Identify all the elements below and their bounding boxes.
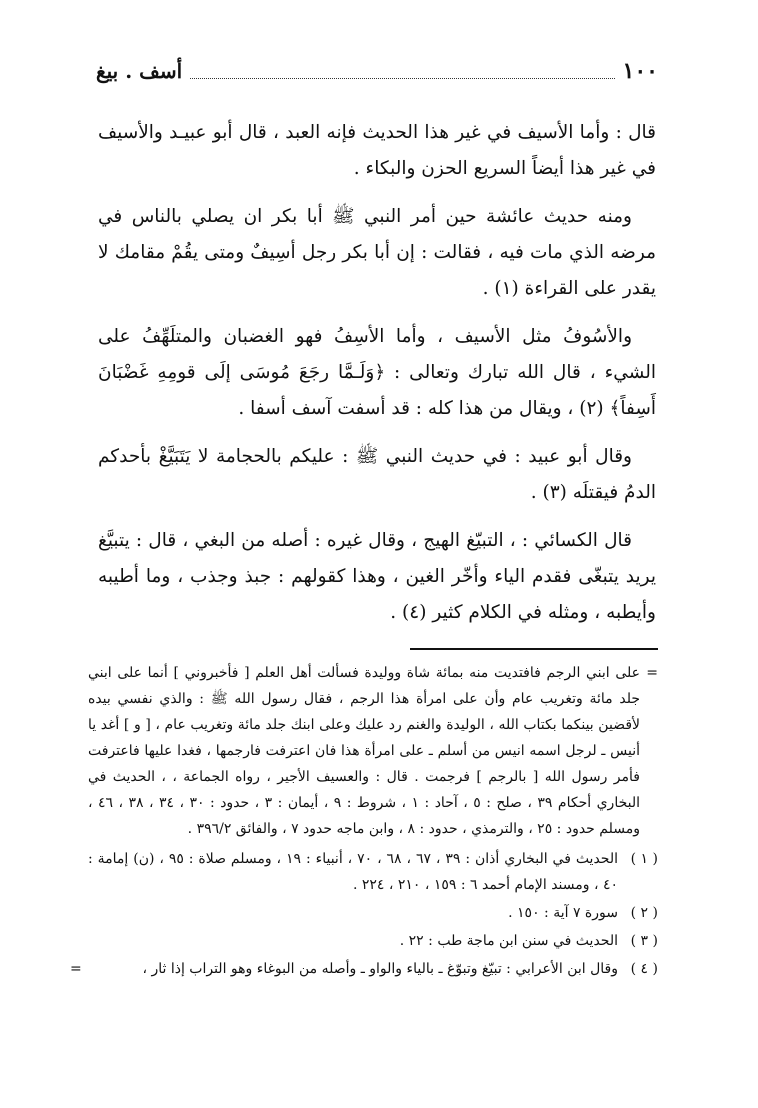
running-title: أسف . بيغ xyxy=(96,59,183,83)
paragraph: ومنه حديث عائشة حين أمر النبي ﷺ أبا بكر ان يصلي بالناس في مرضه الذي مات فيه ، فقالت : إن أبا بكر رجل أسِيفٌ ومتى يقُمْ مقامك لا يقدر على القراءة (١) . xyxy=(98,206,656,299)
paragraph: وقال أبو عبيد : في حديث النبي ﷺ : عليكم بالحجامة لا يَتَبَيَّغْ بأحدكم الدمُ فيقتلَه (٣) . xyxy=(98,446,656,503)
footnote-continuation xyxy=(88,660,658,842)
continuation-mark: = xyxy=(646,665,658,681)
footnote-number: ( ٢ ) xyxy=(630,905,658,921)
footnote-number: ( ٣ ) xyxy=(630,933,658,949)
footnote-divider xyxy=(410,648,658,650)
footnote-text: الحديث في سنن ابن ماجة طب : ٢٢ . xyxy=(399,933,618,949)
header-dotted-rule xyxy=(190,64,614,79)
footnote-number: ( ٤ ) xyxy=(630,961,658,977)
footnote-4 xyxy=(70,956,658,982)
paragraph: قال الكسائي : ، التبيّغ الهيج ، وقال غيره : أصله من البغي ، قال : يتبيَّغ يريد يتبغّى فقدم الياء وأخّر الغين ، وهذا كقولهم : جبذ وجذب ، وما أطيبه وأيطبه ، ومثله في الكلام كثير (٤) . xyxy=(98,530,656,623)
footnote-text: وقال ابن الأعرابي : تبيّغ وتبوّغ ـ بالياء والواو ـ وأصله من البوغاء وهو التراب إذا ثار ، xyxy=(142,961,618,977)
end-continuation-mark: = xyxy=(70,961,82,977)
footnote-2 xyxy=(88,900,658,926)
paragraph: قال : وأما الأسيف في غير هذا الحديث فإنه العبد ، قال أبو عبيـد والأسيف في غير هذا أيضاً السريع الحزن والبكاء . xyxy=(98,122,656,179)
running-head xyxy=(96,56,658,86)
footnote-number: ( ١ ) xyxy=(630,851,658,867)
paragraph: والأسُوفُ مثل الأسيف ، وأما الأسِفُ فهو الغضبان والمتلَهِّفُ على الشيء ، قال الله تبارك وتعالى : ﴿وَلَـمَّا رجَعَ مُوسَى إلَى قومِهِ غَضْبَانَ أَسِفاً﴾ (٢) ، ويقال من هذا كله : قد أسفت آسف أسفا . xyxy=(98,326,656,419)
footnote-3 xyxy=(88,928,658,954)
footnote-text: سورة ٧ آية : ١٥٠ . xyxy=(508,905,618,921)
main-text xyxy=(98,115,656,643)
page-number: ١٠٠ xyxy=(622,58,658,84)
footnote-text: الحديث في البخاري أذان : ٣٩ ، ٦٧ ، ٦٨ ، ٧٠ ، أنبياء : ١٩ ، ومسلم صلاة : ٩٥ ، (ن) إمامة : ٤٠ ، ومسند الإمام أحمد ٦ : ١٥٩ ، ٢١٠ ، ٢٢٤ . xyxy=(88,851,618,893)
footnotes xyxy=(70,660,658,984)
footnote-1 xyxy=(88,846,658,898)
footnote-continuation-text: على ابني الرجم فافتديت منه بمائة شاة ووليدة فسألت أهل العلم [ فأخبروني ] أنما على ابني جلد مائة وتغريب عام وأن على امرأة هذا الرجم ، فقال رسول الله ﷺ : والذي نفسي بيده لأقضين بينكما بكتاب الله ، الوليدة والغنم رد عليك وعلى ابنك جلد مائة وتغريب عام ، [ و ] أغد يا أنيس ـ لرجل اسمه انيس من أسلم ـ على امرأة هذا فان اعترفت فارجمها ، فغدا عليها فاعترفت فأمر رسول الله [ بالرجم ] فرجمت . قال : والعسيف الأجير ، رواه الجماعة ، ، الحديث في البخاري أحكام ٣٩ ، صلح : ٥ ، آحاد : ١ ، شروط : ٩ ، أيمان : ٣ ، حدود : ٣٠ ، ٣٤ ، ٣٨ ، ٤٦ ، ومسلم حدود : ٢٥ ، والترمذي ، حدود : ٨ ، وابن ماجه حدود ٧ ، والفائق ٣٩٦/٢ . xyxy=(88,665,640,837)
